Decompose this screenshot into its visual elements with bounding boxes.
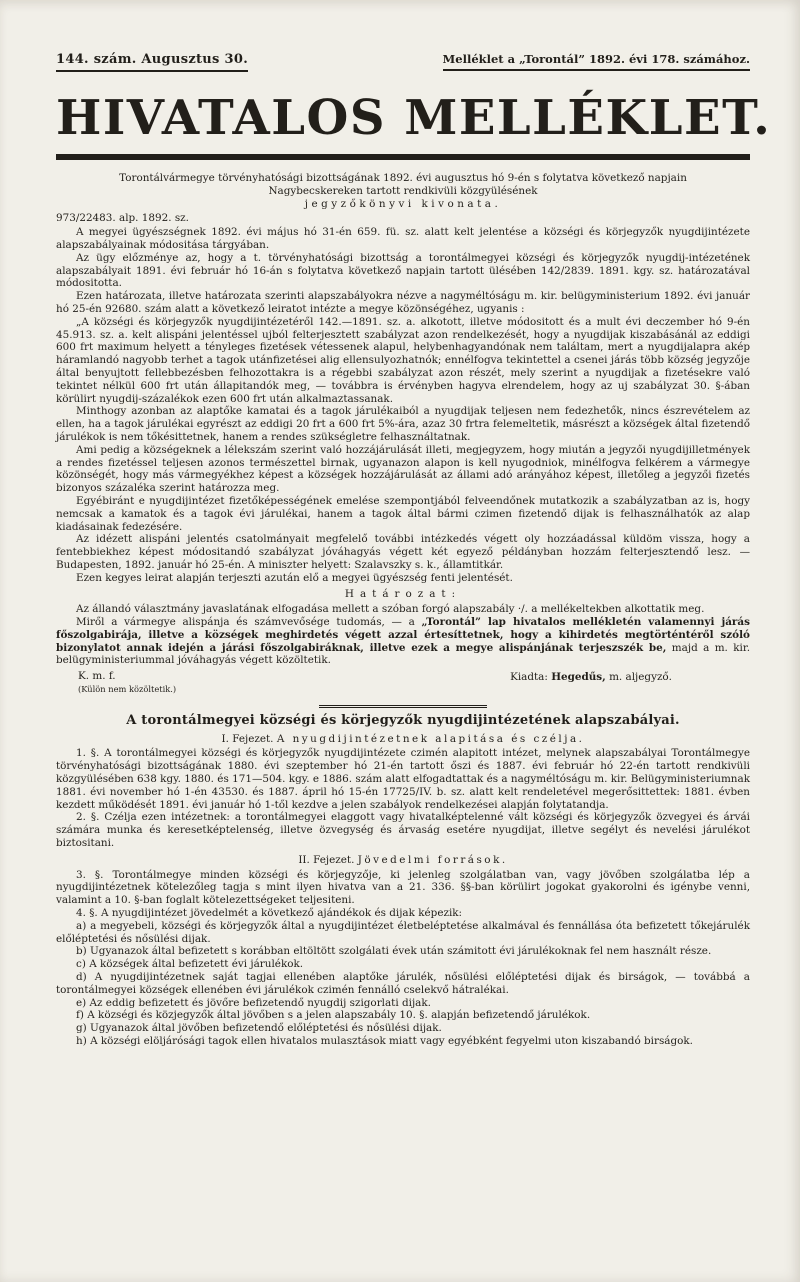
resolution-paragraph: Az állandó választmány javaslatának elfogadása mellett a szóban forgó alapszabály ·/. a mellékeltekben alkottatik meg. <box>76 603 705 616</box>
list-label: h) <box>76 1035 87 1047</box>
issue-number: 144. szám. Augusztus 30. <box>56 52 248 72</box>
kulon-note: (Külön nem közöltetik.) <box>78 684 177 695</box>
kmf-label: K. m. f. <box>78 670 116 683</box>
list-text: Ugyanazok által jövőben befizetendő előléptetési és nősülési dijak. <box>90 1022 442 1035</box>
minutes-paragraph: „A községi és körjegyzők nyugdijintézetéről 142.—1891. sz. a. alkotott, illetve módositott és a mult évi deczember hó 9-én 45.913. sz. a. kelt alispáni jelentéssel ujból felterjesztett szabályzat azon rendelkezését, hogy a nyugdijak kiszabásánál az eddigi 600 frt maximum helyett a tényleges fizetések vétessenek alapul, helybenhagyandónak nem találtam, mert a nyugdijalapra akép háramlandó nagyobb terhet a tagok utánfizetései alig ellensulyozhatnók; ennélfogva tekintettel a csenei járás több község jegyzője által benyujtott fellebbezésben felhozottakra is a régebbi szabályzat azon részét, mely szerint a nyugdijak a fizetésekre való tekintet nélkül 600 frt után állapitandók meg, — továbbra is érvényben hagyva elrendelem, hogy az uj szabályzat 30. §-ában körülirt nyugdij-százalékok ezen 600 frt után alkalmaztassanak. <box>56 315 750 405</box>
chapter-2-label: II. Fejezet. <box>298 853 355 866</box>
list-label: d) <box>76 971 87 984</box>
minutes-paragraph: Egyébiránt e nyugdijintézet fizetőképességének emelése szempontjából felveendőnek mutatkozik a szabályzatban az is, hogy nemcsak a kamatok és a tagok évi járulékai, hanem a tagok által bármi czimen fizetendő dijak is felhasználhatók az alap kiadásainak fedezésére. <box>56 494 750 533</box>
supplement-note: Melléklet a „Torontál” 1892. évi 178. számához. <box>443 52 750 71</box>
minutes-paragraph: Ezen határozata, illetve határozata szerinti alapszabályokra nézve a nagyméltóságu m. kir. belügyministerium 1892. évi január hó 25-én 92680. szám alatt a következő leiratot intézte a megye közönségéhez, ugyanis : <box>56 290 750 315</box>
notice-pre: Miről a vármegye alispánja és számvevősége tudomás, — a <box>76 616 422 629</box>
closing-left <box>56 670 176 696</box>
list-text: a megyebeli, községi és körjegyzők által a nyugdijintézet életbeléptetése alkalmával és fennállása óta befizetett tőkejárulék előléptetési és nősülési dijak. <box>56 919 750 945</box>
list-text: Ugyanazok által befizetett s korábban eltöltött szolgálati évek után számitott évi járulékoknak fel nem használt része. <box>90 945 712 958</box>
statute-list-item <box>56 920 750 946</box>
list-label: c) <box>76 958 86 971</box>
page-title: HIVATALOS MELLÉKLET. <box>56 90 772 146</box>
statute-list-item <box>56 971 750 997</box>
minutes-intro: Torontálvármegye törvényhatósági bizottságának 1892. évi augusztus hó 9-én s folytatva következő napjain Nagybecskereken tartott rendkivüli közgyülésének <box>119 172 687 197</box>
list-text: A nyugdijintézetnek saját tagjai ellenében alaptőke járulék, nősülési előléptetési dijak és birságok, — továbbá a torontálmegyei községek ellenében évi járulékok czimén fennálló cselekvő hátralékai. <box>56 971 750 996</box>
publication-notice <box>56 616 750 667</box>
title-rule <box>56 154 750 160</box>
statute-paragraph: 2. §. Czélja ezen intézetnek: a torontálmegyei elaggott vagy hivatalképtelenné vált községi és körjegyzők özvegyei és árvái számára munka és keresetképtelenség, illetve özvegység és árvaság esetére nyugdijat, illetve segélyt és nevelési járulékot biztositani. <box>56 811 750 850</box>
statute-list-item <box>56 1009 750 1022</box>
statutes-title: A torontálmegyei községi és körjegyzők nyugdijintézetének alapszabályai. <box>126 712 680 728</box>
minutes-section <box>56 172 750 696</box>
resolution-heading: Határozat: <box>344 587 462 600</box>
minutes-paragraph: Az idézett alispáni jelentés csatolmányait megfelelő további intézkedés végett oly hozzáadással küldöm vissza, hogy a fentebbiekhez képest módositandó szabályzat jóváhagyás végett két egyező példányban hozzám felterjesztendő lesz. — Budapesten, 1892. január hó 25-én. A miniszter helyett: Szalavszky s. k., államtitkár. <box>56 533 750 571</box>
statute-paragraph: 4. §. A nyugdijintézet jövedelmét a következő ajándékok és dijak képezik: <box>76 907 463 920</box>
issued-name: Hegedűs, <box>551 671 606 684</box>
minutes-paragraph: Ezen kegyes leirat alapján terjeszti azután elő a megyei ügyészség fenti jelentését. <box>76 571 513 584</box>
statute-paragraph: 3. §. Torontálmegye minden községi és körjegyzője, ki jelenleg szolgálatban van, vagy jövőben szolgálatba lép a nyugdijintézetnek kötelezőleg tagja s mint ilyen hivatva van a 21. 336. §§-ban körülirt jogokat gyakorolni és igénybe venni, valamint a 10. §-ban foglalt kötelezettségeket teljesiteni. <box>56 868 750 907</box>
minutes-paragraph: A megyei ügyészségnek 1892. évi május hó 31-én 659. fü. sz. alatt kelt jelentése a községi és körjegyzők nyugdijintézete alapszabályainak módositása tárgyában. <box>56 226 750 251</box>
statutes-section <box>56 712 750 1048</box>
list-text: A községi és közjegyzők által jövőben s a jelen alapszabály 10. §. alapján befizetendő járulékok. <box>87 1009 591 1022</box>
chapter-2-title: Jövedelmi források. <box>357 853 508 866</box>
notice-bold: „Torontál” lap hivatalos mellékletén valamennyi járás főszolgabirája, illetve a községek meghirdetés végett azzal értesíttetnek, hogy a kihirdetés megtörténtéről szóló bizonylatot annak idején a járási főszolgabiráknak, illetve ezek a megye alispánjának terjeszszék be, <box>56 616 750 654</box>
statute-list-item <box>56 958 750 971</box>
notice-post: majd a m. kir. belügyministeriummal jóváhagyás végett közöltetik. <box>56 641 751 667</box>
minutes-extract-label: jegyzőkönyvi kivonata. <box>304 197 502 210</box>
statute-list-item <box>56 1022 750 1035</box>
list-label: a) <box>76 919 87 932</box>
statute-list-item <box>56 1035 750 1048</box>
closing-block <box>56 670 750 696</box>
minutes-paragraph: Ami pedig a községeknek a lélekszám szerint való hozzájárulását illeti, megjegyzem, hogy miután a jegyzői nyugdijilletmények a rendes fizetéssel teljesen azonos természettel birnak, ugyanazon alapon is kell nyugodniok, minélfogva felkérem a vármegye közönségét, hogy más vármegyékhez képest a községek hozzájárulását az állami adó arányához képest, illetőleg a jegyzői fizetés bizonyos százaléka szerint határozza meg. <box>56 443 750 495</box>
issued-pre: Kiadta: <box>510 671 552 684</box>
list-text: A községek által befizetett évi járulékok. <box>89 958 304 971</box>
masthead <box>56 52 750 72</box>
statute-list-item <box>56 945 750 958</box>
chapter-1-heading <box>56 733 750 746</box>
statute-list-item <box>56 997 750 1010</box>
list-label: f) <box>76 1009 84 1022</box>
minutes-paragraph: Az ügy előzménye az, hogy a t. törvényhatósági bizottság a torontálmegyei községi és körjegyzők nyugdij-intézetének alapszabályait 1891. évi február hó 16-án s folytatva következő napjain tartott ülésében 142/2839. 1891. kgy. sz. határozatával módositotta. <box>56 251 750 290</box>
issued-post: m. aljegyző. <box>605 671 672 684</box>
list-label: g) <box>76 1022 87 1035</box>
issued-by <box>510 670 750 696</box>
section-divider <box>319 705 487 708</box>
chapter-1-label: I. Fejezet. <box>221 732 274 745</box>
list-text: A községi elöljárósági tagok ellen hivatalos mulasztások miatt vagy egyébként fegyelmi uton kiszabandó birságok. <box>90 1035 693 1047</box>
reference-number: 973/22483. alp. 1892. sz. <box>56 212 189 225</box>
chapter-2-heading <box>56 854 750 867</box>
list-label: b) <box>76 945 87 958</box>
list-label: e) <box>76 996 87 1009</box>
chapter-1-title: A nyugdijintézetnek alapitása és czélja. <box>276 732 585 745</box>
list-text: Az eddig befizetett és jövőre befizetendő nyugdij szigorlati dijak. <box>89 996 431 1009</box>
minutes-paragraph: Minthogy azonban az alaptőke kamatai és a tagok járulékaiból a nyugdijak teljesen nem fedezhetők, nincs észrevételem az ellen, ha a tagok járulékai egyrészt az eddigi 20 frt a 600 frt 5%-ára, azaz 30 frtra felemeltetik, másrészt a községek által fizetendő járulékok is nem tőkésittetnek, hanem a rendes szükségletre felhasználtatnak. <box>56 405 750 443</box>
statute-paragraph: 1. §. A torontálmegyei községi és körjegyzők nyugdijintézete czimén alapitott intézet, melynek alapszabályai Torontálmegye törvényhatósági bizottságának 1880. évi szeptember hó 21-én tartott őszi és 1887. évi február hó 22-én tartott rendkivüli közgyülésében 638 kgy. 1880. és 171—504. kgy. e 1886. szám alatt elfogadtattak és a nagyméltóságu m. kir. Belügyministeriumnak 1881. évi november hó 1-én 43530. és 1887. ápril hó 15-én 17725/IV. b. sz. alatt kelt rendeletével megerősittettek: 1881. évben kezdett működését 1891. évi január hó 1-től kezdve a jelen szabályok rendelkezései alapján folytatandja. <box>56 747 750 811</box>
